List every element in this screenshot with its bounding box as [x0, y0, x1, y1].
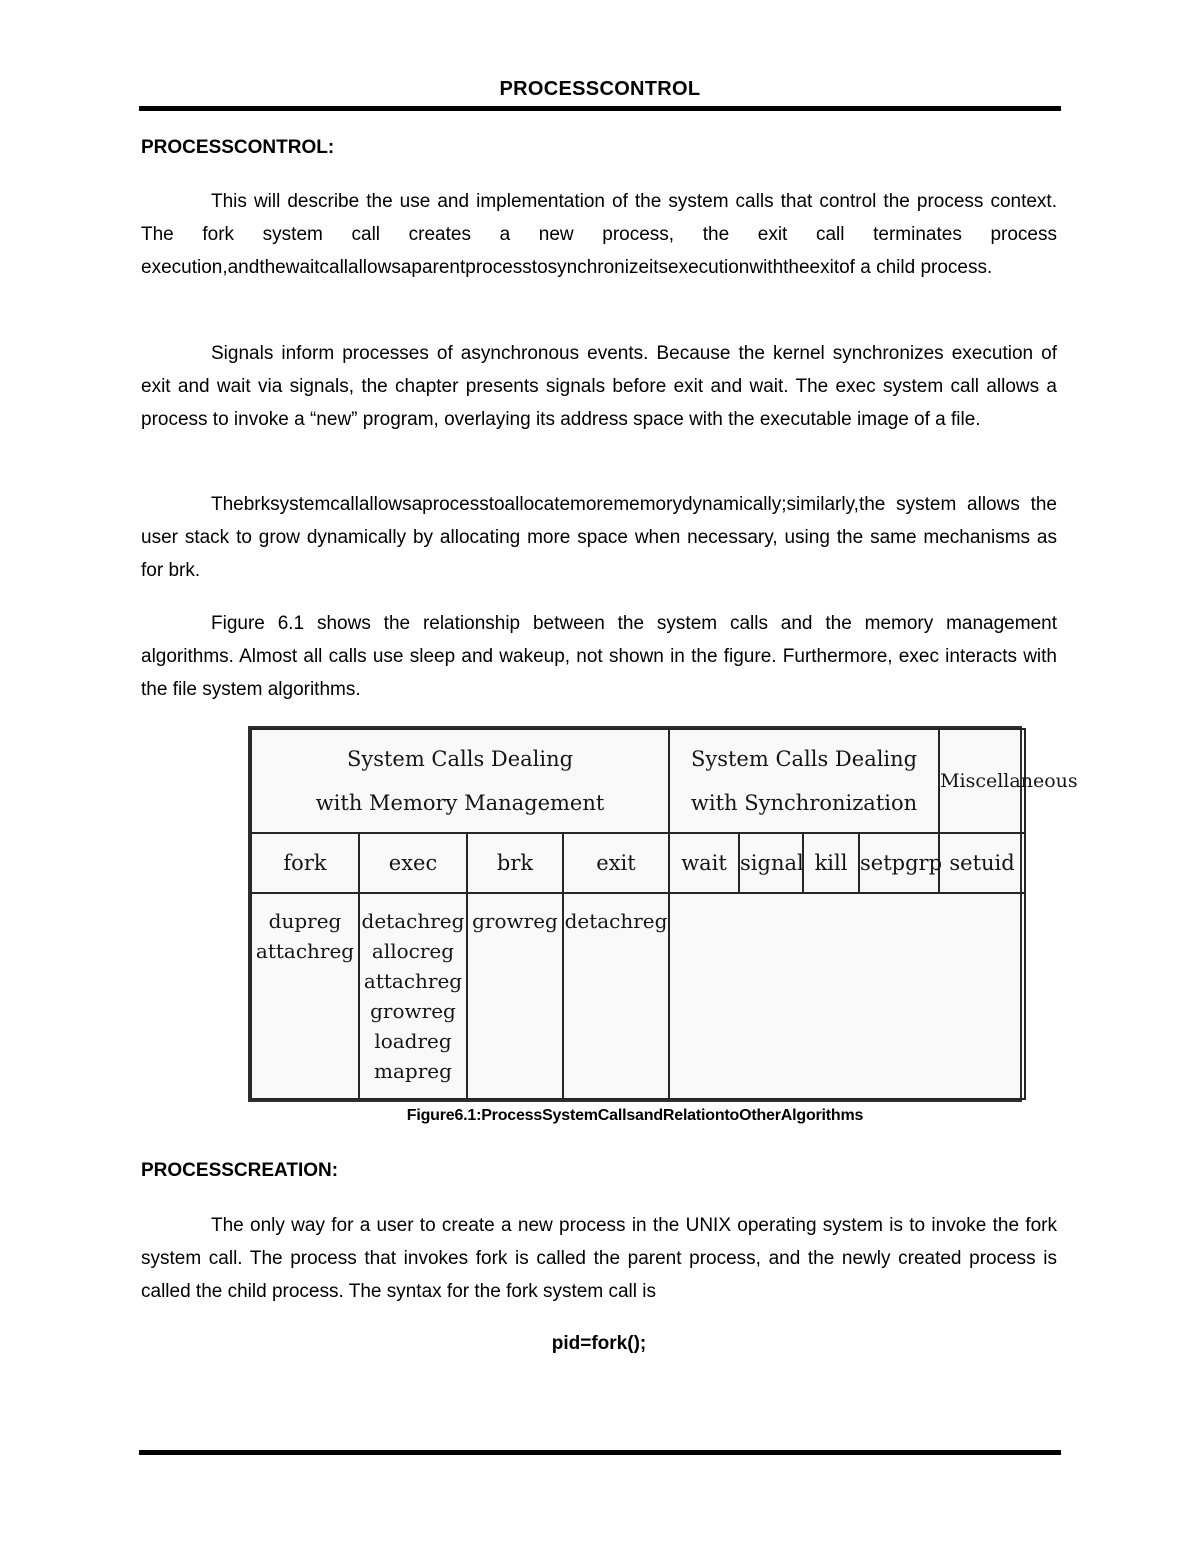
call-brk: brk	[467, 833, 563, 893]
call-fork: fork	[251, 833, 359, 893]
call-exec: exec	[359, 833, 467, 893]
call-exit: exit	[563, 833, 669, 893]
section-heading-process-control: PROCESSCONTROL:	[141, 137, 335, 158]
header-rule	[139, 106, 1061, 111]
algorithm-item: attachreg	[255, 939, 355, 963]
paragraph-figure-ref: Figure 6.1 shows the relationship between the system calls and the memory management algorithms. Almost all calls use sleep and wakeup, not shown in the figure. Furthermore, exec interacts with the file system algorithms.	[141, 613, 1057, 700]
figure-caption: Figure6.1:ProcessSystemCallsandRelationtoOtherAlgorithms	[406, 1107, 864, 1124]
algorithm-item: loadreg	[374, 1029, 452, 1053]
footer-rule	[139, 1450, 1061, 1455]
algorithms-exec	[359, 893, 467, 1099]
group-header-sync-line2: with Synchronization	[690, 791, 918, 815]
section-heading-process-creation: PROCESSCREATION:	[141, 1160, 339, 1181]
call-setpgrp: setpgrp	[859, 833, 939, 893]
algorithms-empty	[669, 893, 1025, 1099]
call-wait: wait	[669, 833, 739, 893]
group-header-synchronization	[669, 729, 939, 833]
algorithm-item: detachreg	[564, 909, 668, 933]
algorithm-item: attachreg	[363, 969, 463, 993]
algorithm-item: growreg	[472, 909, 558, 933]
algorithm-item: growreg	[370, 999, 456, 1023]
algorithms-brk	[467, 893, 563, 1099]
code-fork-syntax: pid=fork();	[551, 1333, 647, 1354]
call-setuid: setuid	[939, 833, 1025, 893]
paragraph-signals: Signals inform processes of asynchronous events. Because the kernel synchronizes execution of exit and wait via signals, the chapter presents signals before exit and wait. The exec system call allows a process to invoke a “new” program, overlaying its address space with the executable image of a file.	[141, 343, 1057, 430]
paragraph-process-creation: The only way for a user to create a new process in the UNIX operating system is to invoke the fork system call. The process that invokes fork is called the parent process, and the newly created process is called the child process. The syntax for the fork system call is	[141, 1215, 1057, 1302]
paragraph-brk: Thebrksystemcallallowsaprocesstoallocatemorememorydynamically;similarly,the system allows the user stack to grow dynamically by allocating more space when necessary, using the same mechanisms as for brk.	[141, 494, 1057, 581]
group-header-memory-line1: System Calls Dealing	[346, 747, 574, 771]
algorithm-item: detachreg	[361, 909, 465, 933]
figure-system-calls-table	[248, 726, 1078, 1102]
algorithm-item: dupreg	[268, 909, 342, 933]
running-header: PROCESSCONTROL	[499, 78, 701, 100]
group-header-memory	[251, 729, 669, 833]
call-kill: kill	[803, 833, 859, 893]
system-calls-table	[250, 728, 1078, 1100]
group-header-sync-line1: System Calls Dealing	[690, 747, 918, 771]
group-header-memory-line2: with Memory Management	[315, 791, 605, 815]
paragraph-intro: This will describe the use and implementation of the system calls that control the process context. The fork system call creates a new process, the exit call terminates process execution,andthewaitcallallowsaparentprocesstosynchronizeitsexecutionwiththeexitof a child process.	[141, 191, 1057, 278]
group-header-miscellaneous: Miscellaneous	[939, 729, 1025, 833]
algorithm-item: mapreg	[374, 1059, 452, 1083]
algorithms-exit	[563, 893, 669, 1099]
call-signal: signal	[739, 833, 803, 893]
algorithm-item: allocreg	[371, 939, 455, 963]
algorithms-fork	[251, 893, 359, 1099]
